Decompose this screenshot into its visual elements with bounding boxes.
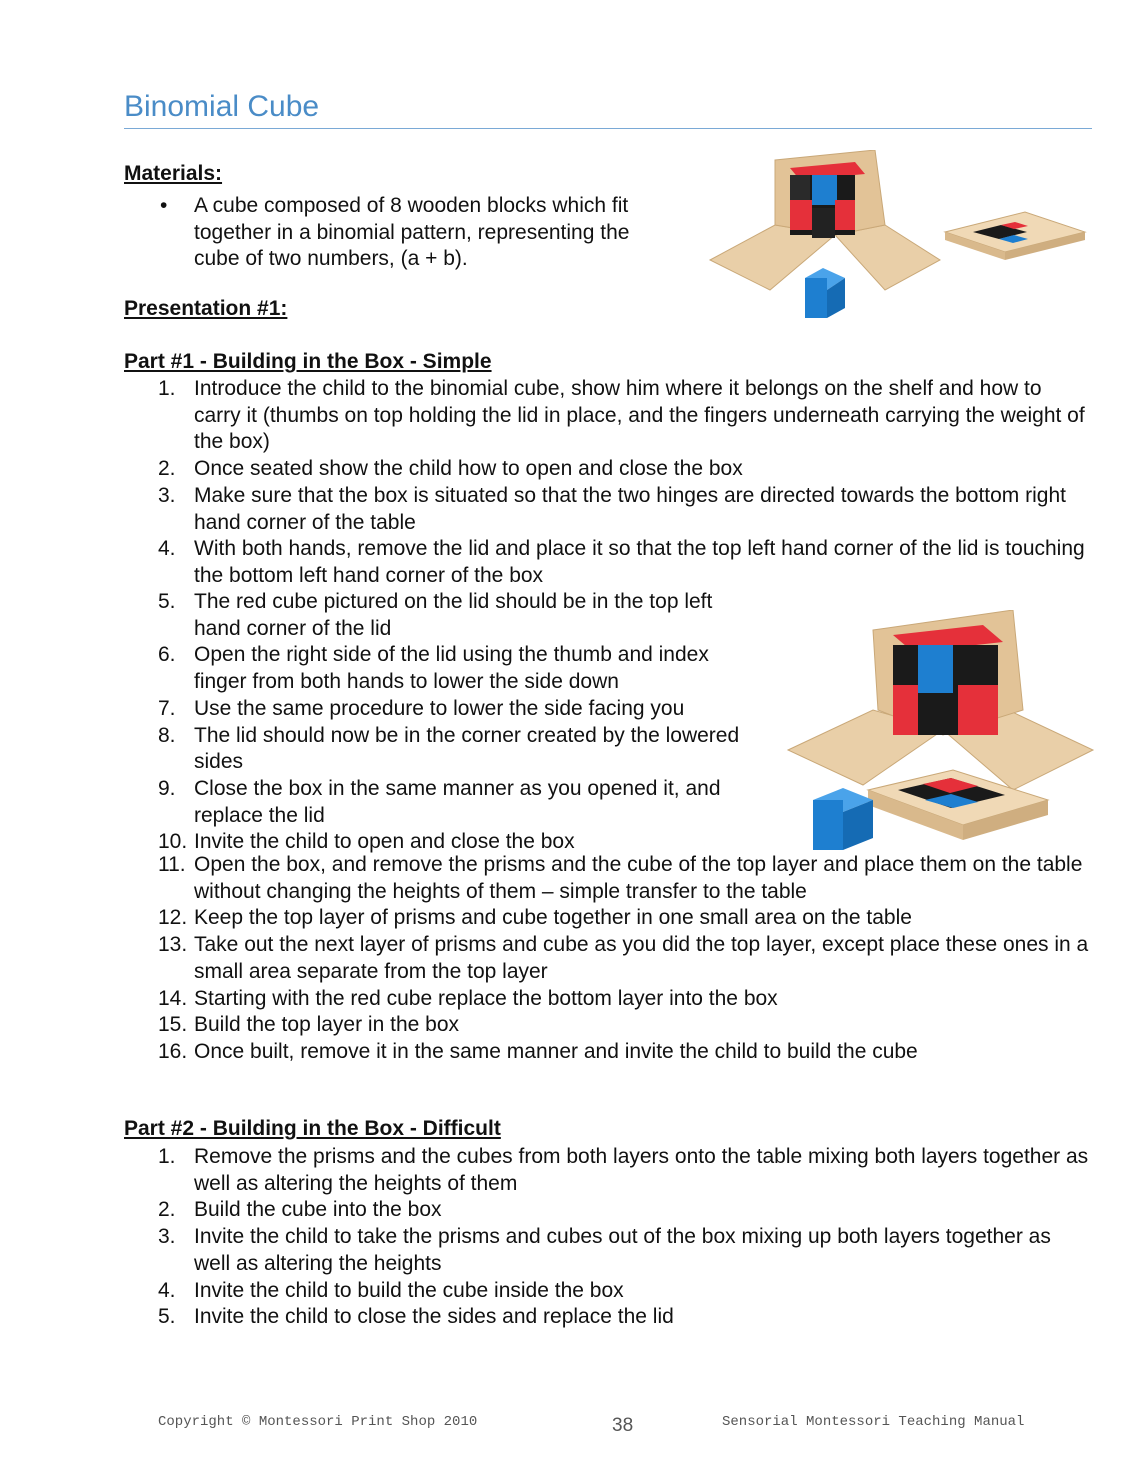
list-item: 7. Use the same procedure to lower the side facing you bbox=[158, 696, 685, 720]
part2-steps bbox=[0, 1144, 1090, 1331]
materials-text: A cube composed of 8 wooden blocks which fit together in a binomial pattern, representing the cube of two numbers, (a + b). bbox=[194, 194, 630, 271]
part1-steps-c bbox=[0, 852, 1090, 1066]
list-item: 3. Make sure that the box is situated so that the two hinges are directed towards the bottom right hand corner of the table bbox=[158, 483, 1066, 534]
list-item: 16. Once built, remove it in the same manner and invite the child to build the cube bbox=[158, 1039, 918, 1063]
title-rule bbox=[124, 128, 1092, 129]
list-item: 5. The red cube pictured on the lid should be in the top left hand corner of the lid bbox=[158, 590, 713, 640]
part2-heading: Part #2 - Building in the Box - Difficult bbox=[124, 1117, 501, 1140]
footer-copyright: Copyright © Montessori Print Shop 2010 bbox=[158, 1414, 478, 1430]
list-item: 1. Introduce the child to the binomial cube, show him where it belongs on the shelf and how to carry it (thumbs on top holding the lid in place, and the fingers underneath carrying the weight of the box) bbox=[158, 377, 1085, 454]
part1-steps-b bbox=[0, 589, 760, 856]
materials-bullet bbox=[160, 193, 680, 273]
list-item: 14. Starting with the red cube replace the bottom layer into the box bbox=[158, 986, 778, 1010]
materials-heading: Materials: bbox=[124, 162, 223, 185]
list-item: 5. Invite the child to close the sides and replace the lid bbox=[158, 1305, 674, 1329]
presentation-heading: Presentation #1: bbox=[124, 297, 288, 320]
list-item: 8. The lid should now be in the corner created by the lowered sides bbox=[158, 723, 740, 774]
list-item: 15. Build the top layer in the box bbox=[158, 1013, 460, 1037]
list-item: 4. Invite the child to build the cube inside the box bbox=[158, 1278, 624, 1302]
list-item: 13. Take out the next layer of prisms and cube as you did the top layer, except place these ones in a small area separate from the top layer bbox=[158, 933, 1089, 983]
list-item: 10. Invite the child to open and close the box bbox=[158, 830, 575, 854]
list-item: 12. Keep the top layer of prisms and cube together in one small area on the table bbox=[158, 906, 912, 930]
binomial-cube-image-open bbox=[783, 610, 1098, 855]
list-item: 1. Remove the prisms and the cubes from both layers onto the table mixing both layers together as well as altering the heights of them bbox=[158, 1145, 1089, 1195]
page-title: Binomial Cube bbox=[124, 90, 320, 123]
list-item: 2. Once seated show the child how to open and close the box bbox=[158, 457, 743, 481]
list-item: 2. Build the cube into the box bbox=[158, 1198, 442, 1222]
binomial-cube-image-top bbox=[705, 150, 1090, 325]
list-item: 6. Open the right side of the lid using the thumb and index finger from both hands to lower the side down bbox=[158, 643, 709, 694]
part1-heading: Part #1 - Building in the Box - Simple bbox=[124, 350, 492, 373]
page-number: 38 bbox=[612, 1415, 634, 1436]
list-item: 3. Invite the child to take the prisms and cubes out of the box mixing up both layers together as well as altering the heights bbox=[158, 1225, 1051, 1275]
part1-steps-a bbox=[0, 376, 1090, 590]
list-item: 9. Close the box in the same manner as you opened it, and replace the lid bbox=[158, 776, 721, 827]
list-item: 4. With both hands, remove the lid and place it so that the top left hand corner of the lid is touching the bottom left hand corner of the box bbox=[158, 537, 1085, 587]
bullet-icon: • bbox=[160, 194, 168, 217]
footer-manual-title: Sensorial Montessori Teaching Manual bbox=[722, 1414, 1025, 1430]
list-item: 11. Open the box, and remove the prisms and the cube of the top layer and place them on the table without changing the heights of them – simple transfer to the table bbox=[158, 853, 1083, 903]
